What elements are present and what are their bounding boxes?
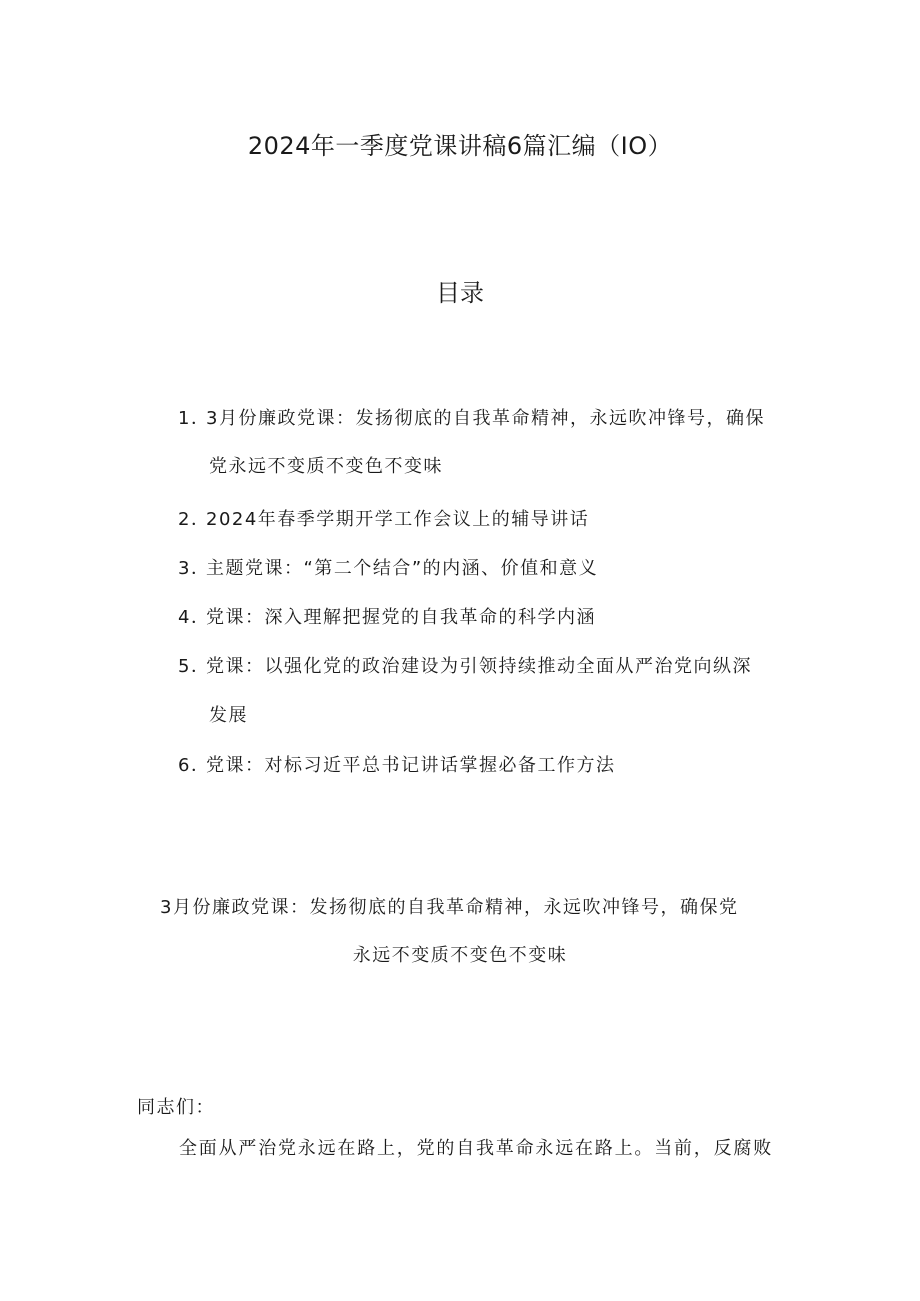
toc-item-text: 党课：对标习近平总书记讲话掌握必备工作方法 xyxy=(206,755,616,776)
toc-item-number: 3． xyxy=(178,558,211,579)
toc-item-text-continued: 发展 xyxy=(209,705,248,726)
toc-item-text: 2024年春季学期开学工作会议上的辅导讲话 xyxy=(206,509,590,530)
toc-item-text: 党课：以强化党的政治建设为引领持续推动全面从严治党向纵深 xyxy=(206,656,752,677)
toc-item-number: 1． xyxy=(178,408,211,429)
toc-heading: 目录 xyxy=(436,279,484,307)
toc-item-text: 主题党课：“第二个结合”的内涵、价值和意义 xyxy=(206,558,599,579)
body-paragraph: 全面从严治党永远在路上，党的自我革命永远在路上。当前，反腐败 xyxy=(179,1138,773,1159)
toc-item-number: 4． xyxy=(178,607,211,628)
section-title-line-2: 永远不变质不变色不变味 xyxy=(352,945,568,966)
toc-item-text-continued: 党永远不变质不变色不变味 xyxy=(209,456,443,477)
toc-item-number: 5． xyxy=(178,656,211,677)
toc-item-text: 党课：深入理解把握党的自我革命的科学内涵 xyxy=(206,607,596,628)
toc-item-number: 2． xyxy=(178,509,211,530)
toc-item-text: 3月份廉政党课：发扬彻底的自我革命精神，永远吹冲锋号，确保 xyxy=(206,408,765,429)
toc-item-number: 6． xyxy=(178,755,211,776)
section-title-line-1: 3月份廉政党课：发扬彻底的自我革命精神，永远吹冲锋号，确保党 xyxy=(160,897,739,918)
salutation: 同志们： xyxy=(137,1097,215,1118)
document-title: 2024年一季度党课讲稿6篇汇编（IO） xyxy=(247,132,673,160)
